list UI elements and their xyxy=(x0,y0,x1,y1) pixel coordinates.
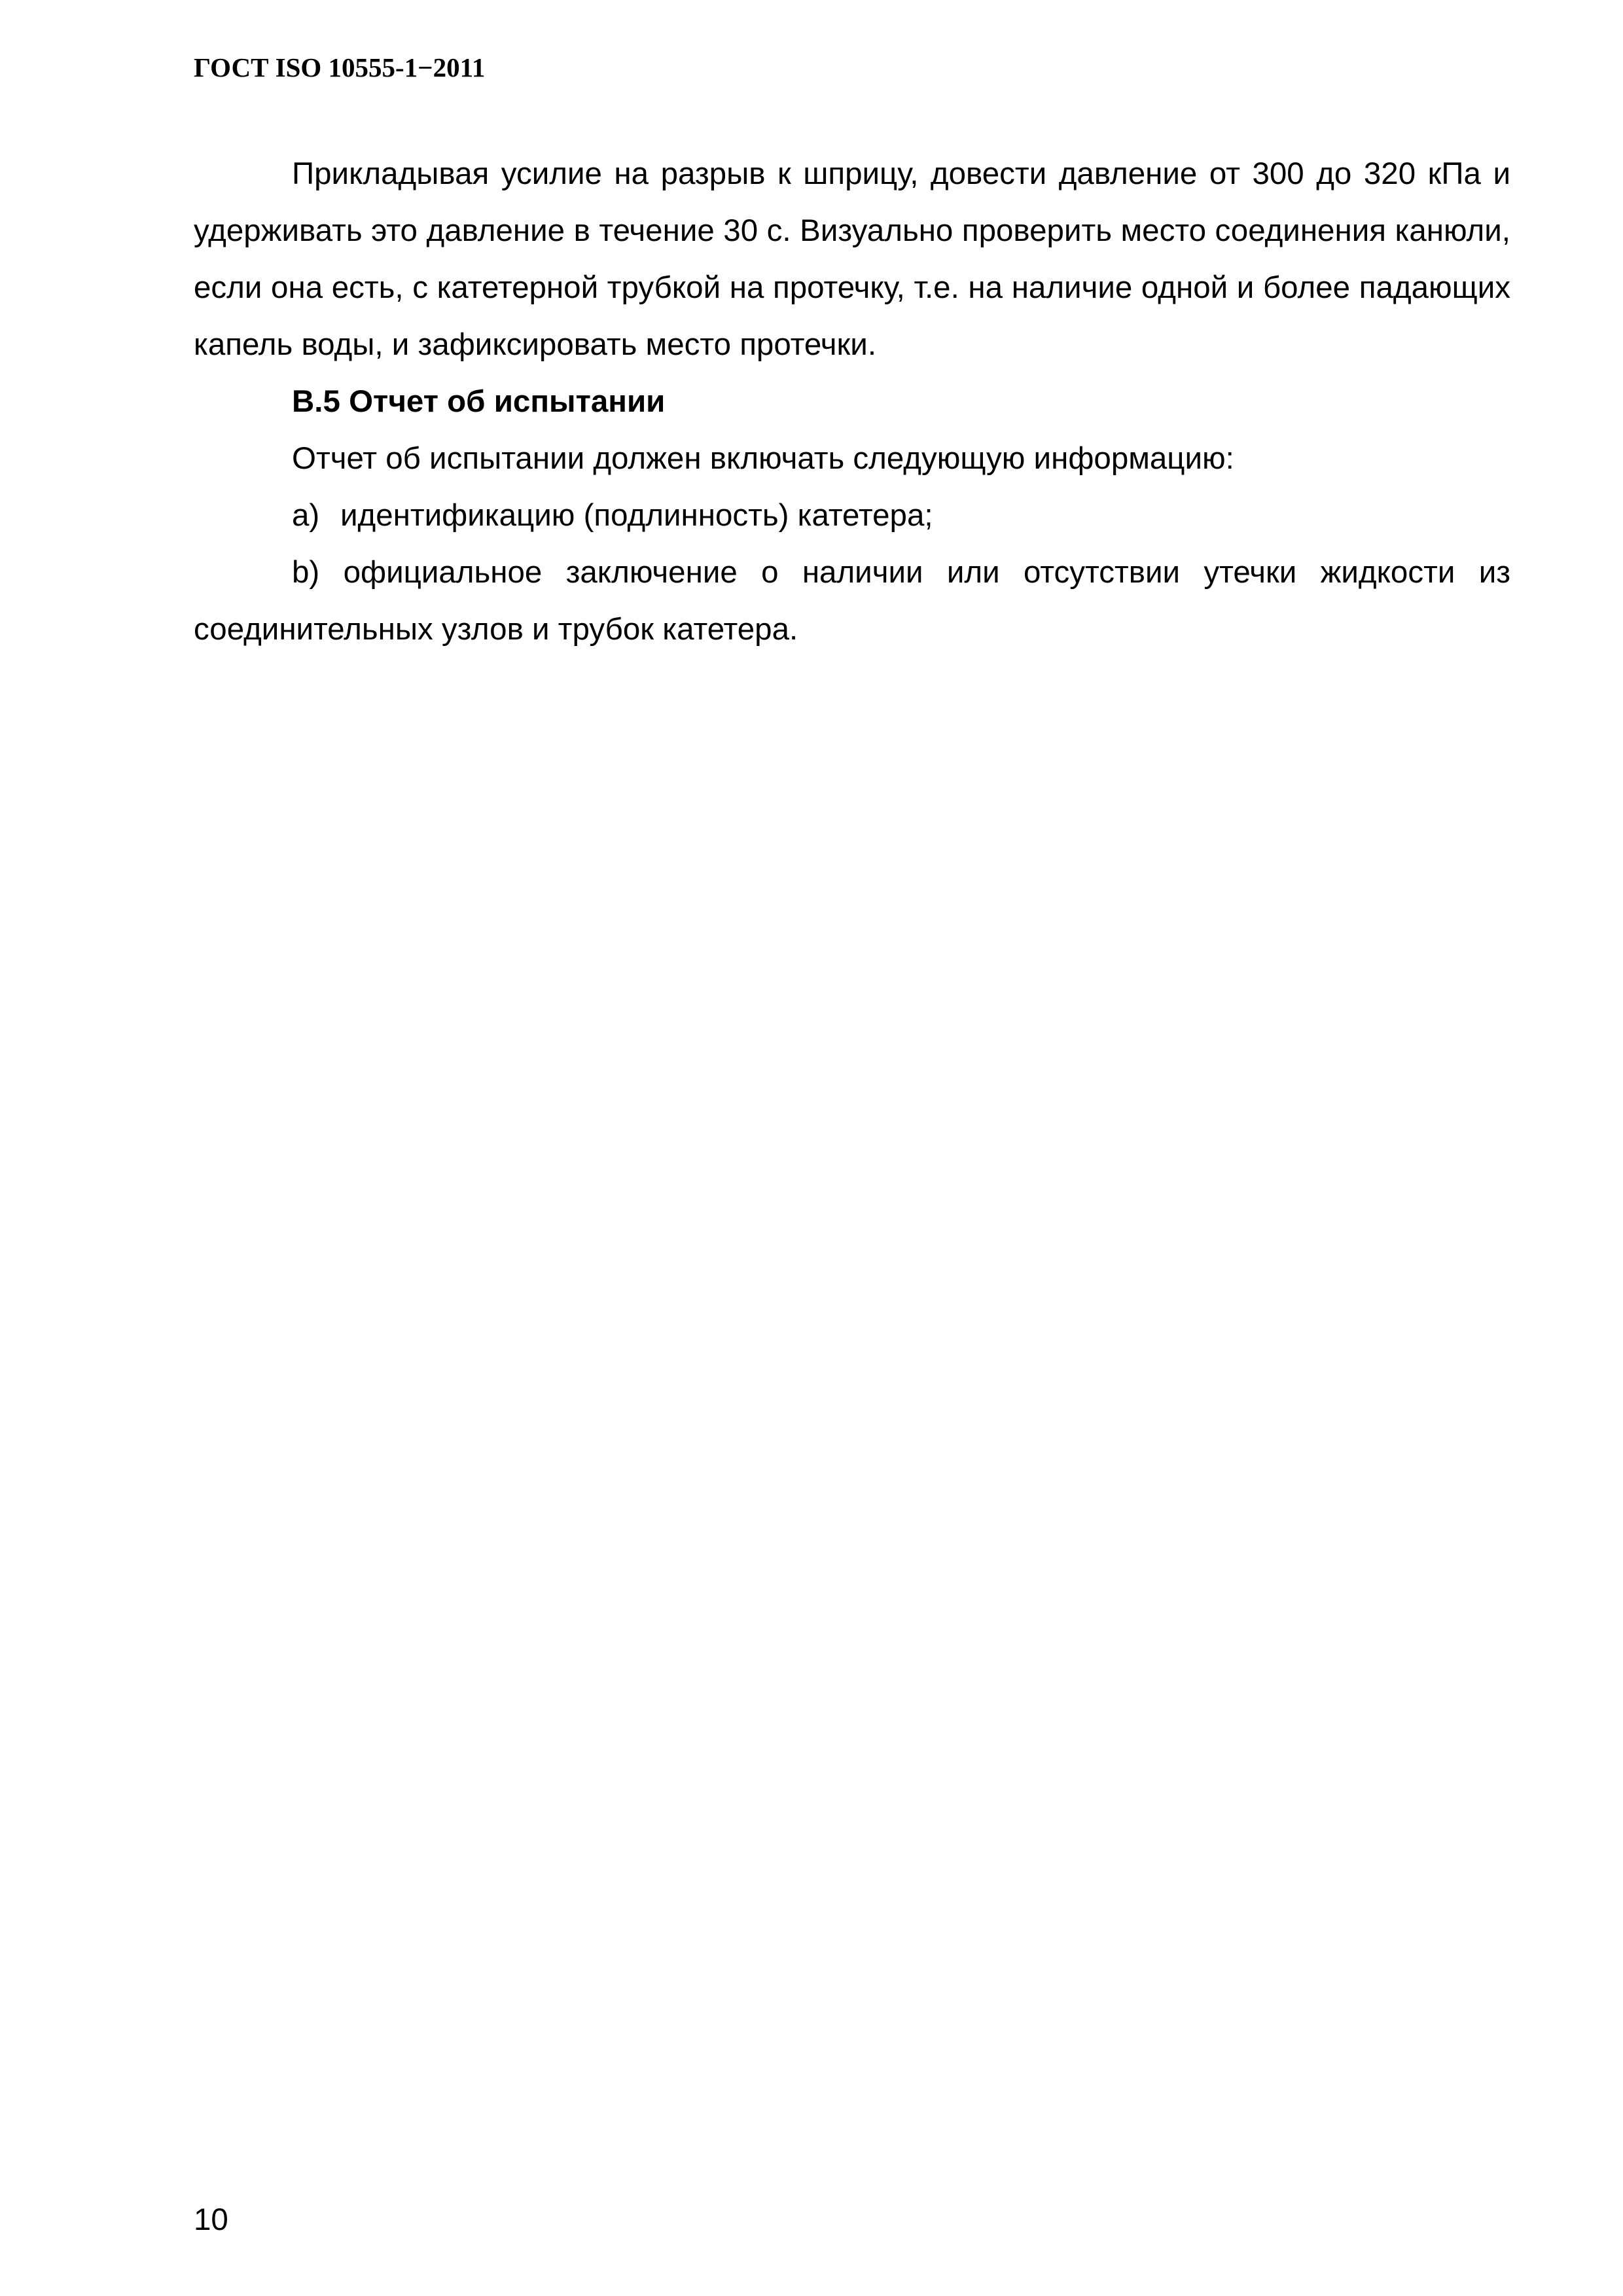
document-body xyxy=(194,145,1510,658)
list-item xyxy=(194,487,1510,544)
body-paragraph: Прикладывая усилие на разрыв к шприцу, довести давление от 300 до 320 кПа и удерживать это давление в течение 30 с. Визуально проверить место соединения канюли, если она есть, с катетерной трубкой на протечку, т.е. на наличие одной и более падающих капель воды, и зафиксировать место протечки. xyxy=(194,156,1510,362)
page-number: 10 xyxy=(194,2202,228,2237)
list-item-text: официальное заключение о наличии или отсутствии утечки жидкости из соединительных узлов и трубок катетера. xyxy=(194,555,1510,647)
section-heading: B.5 Отчет об испытании xyxy=(292,384,666,419)
list-item xyxy=(194,544,1510,658)
list-marker: a) xyxy=(292,498,320,533)
list-item-text: идентификацию (подлинность) катетера; xyxy=(340,498,933,533)
list-marker: b) xyxy=(292,555,320,590)
body-paragraph: Отчет об испытании должен включать следующую информацию: xyxy=(292,441,1234,476)
document-header: ГОСТ ISO 10555-1−2011 xyxy=(194,52,486,82)
